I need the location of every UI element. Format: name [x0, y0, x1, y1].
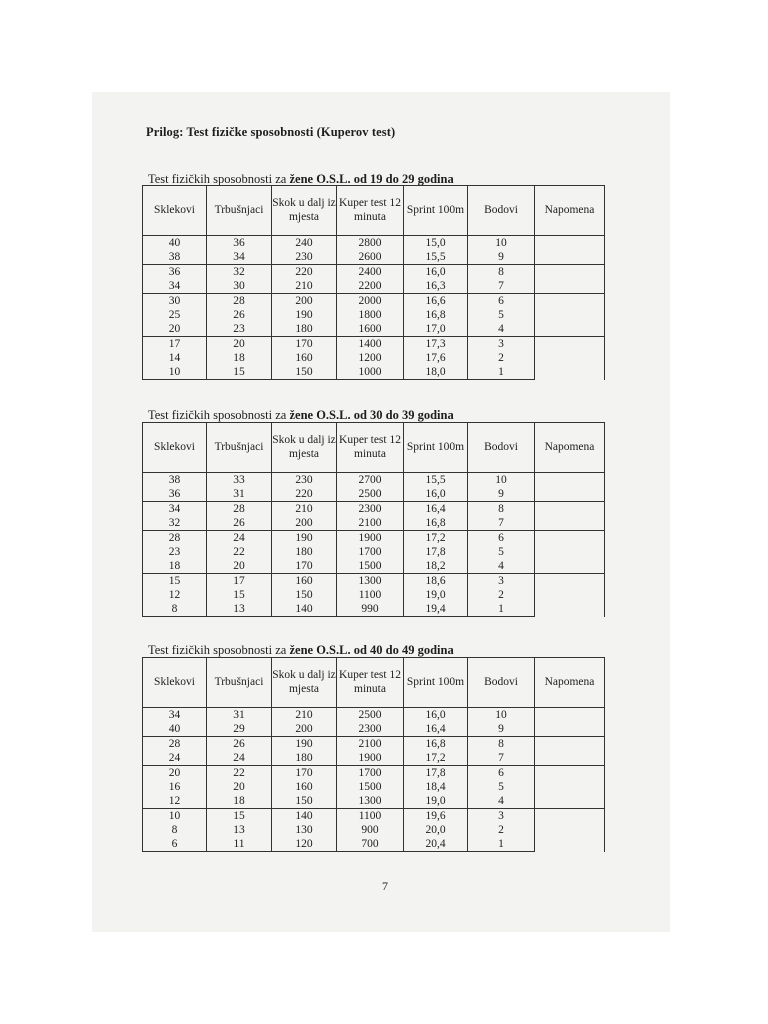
cell-bodovi: 8 — [468, 737, 535, 752]
cell-skok-u-dalj: 140 — [272, 809, 337, 824]
cell-kuper-test: 2800 — [337, 236, 404, 251]
cell-trbusnjaci: 20 — [207, 559, 272, 574]
cell-skok-u-dalj: 130 — [272, 823, 337, 837]
cell-sklekovi: 10 — [143, 365, 207, 380]
cell-kuper-test: 1900 — [337, 531, 404, 546]
cell-sprint: 18,0 — [404, 365, 468, 380]
cell-skok-u-dalj: 160 — [272, 780, 337, 794]
cell-skok-u-dalj: 230 — [272, 473, 337, 488]
cell-trbusnjaci: 15 — [207, 588, 272, 602]
cell-skok-u-dalj: 220 — [272, 265, 337, 280]
table-row — [143, 337, 605, 352]
cell-trbusnjaci: 31 — [207, 487, 272, 502]
fitness-table — [142, 657, 605, 852]
cell-trbusnjaci: 20 — [207, 780, 272, 794]
cell-kuper-test: 2600 — [337, 250, 404, 265]
cell-kuper-test: 1900 — [337, 751, 404, 766]
cell-sprint: 18,6 — [404, 574, 468, 589]
cell-skok-u-dalj: 210 — [272, 502, 337, 517]
cell-bodovi: 7 — [468, 751, 535, 766]
cell-skok-u-dalj: 210 — [272, 279, 337, 294]
cell-sprint: 17,6 — [404, 351, 468, 365]
cell-napomena — [535, 473, 605, 502]
cell-skok-u-dalj: 180 — [272, 751, 337, 766]
cell-napomena — [535, 337, 605, 380]
cell-sprint: 17,8 — [404, 766, 468, 781]
table-row — [143, 531, 605, 546]
cell-kuper-test: 1800 — [337, 308, 404, 322]
cell-trbusnjaci: 22 — [207, 766, 272, 781]
cell-bodovi: 3 — [468, 337, 535, 352]
cell-kuper-test: 700 — [337, 837, 404, 852]
cell-bodovi: 2 — [468, 351, 535, 365]
cell-skok-u-dalj: 150 — [272, 588, 337, 602]
table-caption-prefix: Test fizičkih sposobnosti za — [148, 172, 290, 186]
cell-bodovi: 3 — [468, 809, 535, 824]
cell-napomena — [535, 531, 605, 574]
table-row — [143, 236, 605, 251]
cell-sprint: 18,4 — [404, 780, 468, 794]
cell-trbusnjaci: 26 — [207, 516, 272, 531]
table-row — [143, 737, 605, 752]
cell-bodovi: 7 — [468, 279, 535, 294]
cell-bodovi: 1 — [468, 365, 535, 380]
cell-trbusnjaci: 31 — [207, 708, 272, 723]
column-header-trbusnjaci: Trbušnjaci — [207, 423, 272, 473]
column-header-kuper-test: Kuper test 12 minuta — [337, 423, 404, 473]
cell-trbusnjaci: 30 — [207, 279, 272, 294]
cell-sklekovi: 38 — [143, 250, 207, 265]
table-row — [143, 265, 605, 280]
cell-trbusnjaci: 11 — [207, 837, 272, 852]
cell-sprint: 16,8 — [404, 737, 468, 752]
cell-bodovi: 1 — [468, 602, 535, 617]
column-header-kuper-test: Kuper test 12 minuta — [337, 658, 404, 708]
cell-kuper-test: 990 — [337, 602, 404, 617]
cell-sklekovi: 17 — [143, 337, 207, 352]
cell-sklekovi: 15 — [143, 574, 207, 589]
table-caption-bold: žene O.S.L. od 19 do 29 godina — [289, 172, 454, 186]
cell-skok-u-dalj: 180 — [272, 545, 337, 559]
cell-bodovi: 4 — [468, 794, 535, 809]
cell-sklekovi: 34 — [143, 708, 207, 723]
table-caption — [148, 408, 454, 423]
cell-trbusnjaci: 26 — [207, 308, 272, 322]
cell-sklekovi: 14 — [143, 351, 207, 365]
cell-bodovi: 6 — [468, 294, 535, 309]
column-header-skok-u-dalj: Skok u dalj iz mjesta — [272, 423, 337, 473]
cell-sprint: 16,0 — [404, 487, 468, 502]
cell-napomena — [535, 766, 605, 809]
cell-kuper-test: 900 — [337, 823, 404, 837]
cell-kuper-test: 2000 — [337, 294, 404, 309]
cell-napomena — [535, 708, 605, 737]
table-header-row — [143, 658, 605, 708]
cell-bodovi: 1 — [468, 837, 535, 852]
cell-sprint: 16,8 — [404, 308, 468, 322]
cell-sklekovi: 30 — [143, 294, 207, 309]
column-header-bodovi: Bodovi — [468, 658, 535, 708]
column-header-sprint: Sprint 100m — [404, 658, 468, 708]
cell-sprint: 16,6 — [404, 294, 468, 309]
cell-sprint: 17,2 — [404, 531, 468, 546]
column-header-skok-u-dalj: Skok u dalj iz mjesta — [272, 658, 337, 708]
cell-trbusnjaci: 36 — [207, 236, 272, 251]
cell-sprint: 20,4 — [404, 837, 468, 852]
cell-sprint: 17,3 — [404, 337, 468, 352]
cell-sprint: 19,0 — [404, 794, 468, 809]
cell-sklekovi: 36 — [143, 487, 207, 502]
cell-bodovi: 5 — [468, 780, 535, 794]
cell-sprint: 17,2 — [404, 751, 468, 766]
cell-trbusnjaci: 26 — [207, 737, 272, 752]
cell-bodovi: 9 — [468, 722, 535, 737]
cell-sklekovi: 34 — [143, 502, 207, 517]
cell-kuper-test: 1600 — [337, 322, 404, 337]
cell-sklekovi: 38 — [143, 473, 207, 488]
cell-sprint: 15,5 — [404, 250, 468, 265]
cell-skok-u-dalj: 190 — [272, 531, 337, 546]
cell-sklekovi: 34 — [143, 279, 207, 294]
cell-skok-u-dalj: 160 — [272, 351, 337, 365]
cell-kuper-test: 2400 — [337, 265, 404, 280]
cell-sklekovi: 32 — [143, 516, 207, 531]
cell-skok-u-dalj: 230 — [272, 250, 337, 265]
table-caption — [148, 643, 454, 658]
cell-sprint: 16,4 — [404, 502, 468, 517]
table-caption-prefix: Test fizičkih sposobnosti za — [148, 643, 290, 657]
cell-bodovi: 2 — [468, 588, 535, 602]
cell-kuper-test: 1300 — [337, 574, 404, 589]
cell-skok-u-dalj: 200 — [272, 516, 337, 531]
cell-trbusnjaci: 34 — [207, 250, 272, 265]
cell-skok-u-dalj: 200 — [272, 294, 337, 309]
cell-napomena — [535, 265, 605, 294]
cell-sprint: 19,0 — [404, 588, 468, 602]
cell-skok-u-dalj: 170 — [272, 337, 337, 352]
cell-trbusnjaci: 23 — [207, 322, 272, 337]
cell-trbusnjaci: 28 — [207, 294, 272, 309]
cell-sklekovi: 20 — [143, 766, 207, 781]
cell-bodovi: 3 — [468, 574, 535, 589]
cell-trbusnjaci: 15 — [207, 365, 272, 380]
cell-sprint: 16,4 — [404, 722, 468, 737]
cell-sprint: 18,2 — [404, 559, 468, 574]
table-header-row — [143, 186, 605, 236]
cell-skok-u-dalj: 190 — [272, 737, 337, 752]
column-header-bodovi: Bodovi — [468, 423, 535, 473]
cell-skok-u-dalj: 220 — [272, 487, 337, 502]
cell-bodovi: 10 — [468, 708, 535, 723]
cell-napomena — [535, 294, 605, 337]
cell-kuper-test: 1400 — [337, 337, 404, 352]
cell-trbusnjaci: 20 — [207, 337, 272, 352]
cell-kuper-test: 1500 — [337, 559, 404, 574]
cell-sprint: 16,8 — [404, 516, 468, 531]
cell-kuper-test: 1100 — [337, 809, 404, 824]
column-header-sprint: Sprint 100m — [404, 186, 468, 236]
cell-sprint: 20,0 — [404, 823, 468, 837]
cell-sklekovi: 40 — [143, 722, 207, 737]
table-row — [143, 809, 605, 824]
cell-kuper-test: 1300 — [337, 794, 404, 809]
cell-trbusnjaci: 17 — [207, 574, 272, 589]
cell-kuper-test: 2700 — [337, 473, 404, 488]
cell-trbusnjaci: 22 — [207, 545, 272, 559]
cell-trbusnjaci: 18 — [207, 351, 272, 365]
column-header-trbusnjaci: Trbušnjaci — [207, 658, 272, 708]
cell-napomena — [535, 574, 605, 617]
cell-kuper-test: 2300 — [337, 502, 404, 517]
cell-sklekovi: 18 — [143, 559, 207, 574]
cell-napomena — [535, 737, 605, 766]
cell-skok-u-dalj: 150 — [272, 365, 337, 380]
cell-kuper-test: 2100 — [337, 737, 404, 752]
cell-kuper-test: 1000 — [337, 365, 404, 380]
cell-sklekovi: 12 — [143, 588, 207, 602]
cell-skok-u-dalj: 240 — [272, 236, 337, 251]
cell-sklekovi: 36 — [143, 265, 207, 280]
cell-sklekovi: 20 — [143, 322, 207, 337]
cell-sklekovi: 8 — [143, 823, 207, 837]
cell-bodovi: 6 — [468, 531, 535, 546]
cell-skok-u-dalj: 180 — [272, 322, 337, 337]
cell-bodovi: 10 — [468, 473, 535, 488]
cell-kuper-test: 1500 — [337, 780, 404, 794]
cell-sklekovi: 16 — [143, 780, 207, 794]
cell-bodovi: 2 — [468, 823, 535, 837]
cell-skok-u-dalj: 150 — [272, 794, 337, 809]
cell-trbusnjaci: 28 — [207, 502, 272, 517]
cell-sprint: 15,0 — [404, 236, 468, 251]
cell-skok-u-dalj: 210 — [272, 708, 337, 723]
cell-trbusnjaci: 18 — [207, 794, 272, 809]
table-row — [143, 574, 605, 589]
cell-sklekovi: 23 — [143, 545, 207, 559]
column-header-sprint: Sprint 100m — [404, 423, 468, 473]
table-caption-bold: žene O.S.L. od 30 do 39 godina — [289, 408, 454, 422]
cell-trbusnjaci: 13 — [207, 823, 272, 837]
cell-sprint: 16,0 — [404, 265, 468, 280]
cell-sklekovi: 8 — [143, 602, 207, 617]
cell-bodovi: 9 — [468, 250, 535, 265]
column-header-trbusnjaci: Trbušnjaci — [207, 186, 272, 236]
cell-skok-u-dalj: 140 — [272, 602, 337, 617]
cell-sklekovi: 25 — [143, 308, 207, 322]
column-header-sklekovi: Sklekovi — [143, 658, 207, 708]
cell-kuper-test: 1200 — [337, 351, 404, 365]
cell-sprint: 17,0 — [404, 322, 468, 337]
column-header-napomena: Napomena — [535, 186, 605, 236]
table-row — [143, 502, 605, 517]
cell-skok-u-dalj: 170 — [272, 559, 337, 574]
cell-skok-u-dalj: 120 — [272, 837, 337, 852]
table-row — [143, 473, 605, 488]
cell-kuper-test: 2500 — [337, 487, 404, 502]
cell-skok-u-dalj: 200 — [272, 722, 337, 737]
cell-sklekovi: 40 — [143, 236, 207, 251]
fitness-table — [142, 422, 605, 617]
cell-bodovi: 7 — [468, 516, 535, 531]
cell-sprint: 19,6 — [404, 809, 468, 824]
cell-sprint: 15,5 — [404, 473, 468, 488]
column-header-bodovi: Bodovi — [468, 186, 535, 236]
cell-sprint: 16,3 — [404, 279, 468, 294]
cell-trbusnjaci: 33 — [207, 473, 272, 488]
page-number: 7 — [382, 879, 388, 893]
cell-kuper-test: 2100 — [337, 516, 404, 531]
cell-bodovi: 4 — [468, 322, 535, 337]
column-header-kuper-test: Kuper test 12 minuta — [337, 186, 404, 236]
cell-bodovi: 5 — [468, 545, 535, 559]
cell-sklekovi: 10 — [143, 809, 207, 824]
column-header-napomena: Napomena — [535, 423, 605, 473]
cell-trbusnjaci: 29 — [207, 722, 272, 737]
column-header-skok-u-dalj: Skok u dalj iz mjesta — [272, 186, 337, 236]
cell-sprint: 16,0 — [404, 708, 468, 723]
cell-sklekovi: 24 — [143, 751, 207, 766]
cell-kuper-test: 1100 — [337, 588, 404, 602]
cell-napomena — [535, 236, 605, 265]
cell-skok-u-dalj: 170 — [272, 766, 337, 781]
cell-napomena — [535, 809, 605, 852]
cell-bodovi: 6 — [468, 766, 535, 781]
table-row — [143, 766, 605, 781]
cell-trbusnjaci: 13 — [207, 602, 272, 617]
cell-sklekovi: 12 — [143, 794, 207, 809]
table-row — [143, 708, 605, 723]
column-header-sklekovi: Sklekovi — [143, 423, 207, 473]
cell-sklekovi: 28 — [143, 737, 207, 752]
table-caption-bold: žene O.S.L. od 40 do 49 godina — [289, 643, 454, 657]
cell-bodovi: 8 — [468, 265, 535, 280]
cell-trbusnjaci: 24 — [207, 751, 272, 766]
cell-bodovi: 8 — [468, 502, 535, 517]
cell-bodovi: 10 — [468, 236, 535, 251]
table-row — [143, 294, 605, 309]
cell-skok-u-dalj: 160 — [272, 574, 337, 589]
cell-bodovi: 9 — [468, 487, 535, 502]
cell-kuper-test: 1700 — [337, 545, 404, 559]
cell-bodovi: 4 — [468, 559, 535, 574]
cell-sklekovi: 6 — [143, 837, 207, 852]
document-heading: Prilog: Test fizičke sposobnosti (Kuperov test) — [146, 125, 396, 139]
fitness-table — [142, 185, 605, 380]
column-header-napomena: Napomena — [535, 658, 605, 708]
table-header-row — [143, 423, 605, 473]
cell-bodovi: 5 — [468, 308, 535, 322]
column-header-sklekovi: Sklekovi — [143, 186, 207, 236]
cell-skok-u-dalj: 190 — [272, 308, 337, 322]
cell-trbusnjaci: 32 — [207, 265, 272, 280]
cell-trbusnjaci: 24 — [207, 531, 272, 546]
cell-kuper-test: 2200 — [337, 279, 404, 294]
cell-kuper-test: 1700 — [337, 766, 404, 781]
cell-trbusnjaci: 15 — [207, 809, 272, 824]
table-caption-prefix: Test fizičkih sposobnosti za — [148, 408, 290, 422]
cell-sklekovi: 28 — [143, 531, 207, 546]
cell-sprint: 17,8 — [404, 545, 468, 559]
cell-sprint: 19,4 — [404, 602, 468, 617]
cell-kuper-test: 2500 — [337, 708, 404, 723]
cell-kuper-test: 2300 — [337, 722, 404, 737]
cell-napomena — [535, 502, 605, 531]
